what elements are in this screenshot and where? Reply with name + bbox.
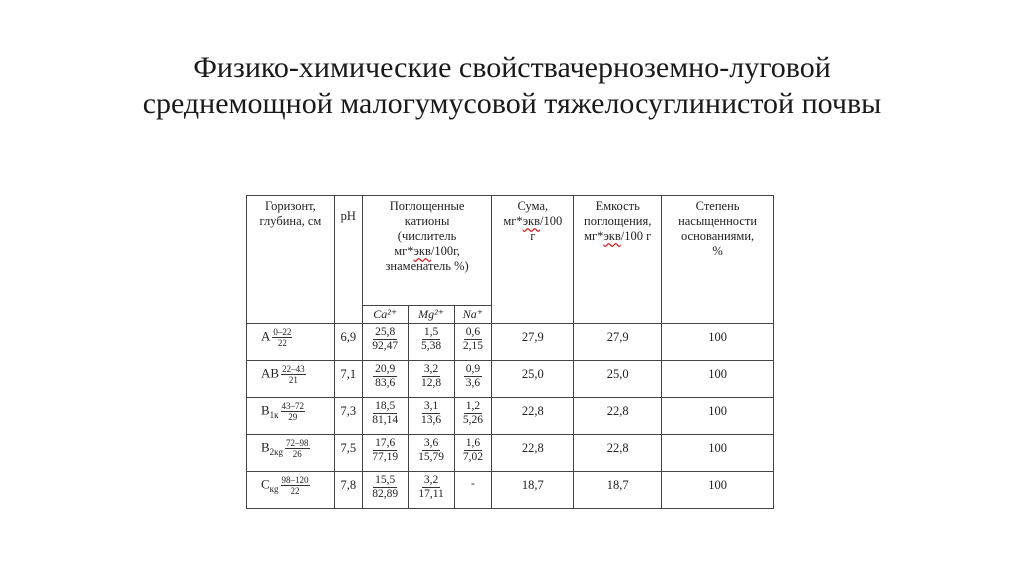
horizon-symbol: А bbox=[261, 328, 271, 344]
cell-na-numerator: 1,2 bbox=[465, 400, 481, 412]
cell-mg-denominator: 15,79 bbox=[418, 451, 445, 463]
cell-na bbox=[454, 324, 492, 361]
table-row bbox=[247, 472, 774, 509]
horizon-subscript: 1к bbox=[269, 410, 279, 421]
cell-mg-numerator: 3,2 bbox=[423, 363, 439, 375]
cell-ph: 6,9 bbox=[334, 324, 362, 361]
header-ph-label: pH bbox=[340, 209, 356, 223]
depth-range: 22–43 bbox=[282, 364, 305, 374]
table-body bbox=[247, 324, 774, 509]
header-saturation-line1: Степень bbox=[695, 199, 740, 213]
header-saturation bbox=[662, 196, 774, 324]
cell-ph: 7,8 bbox=[334, 472, 362, 509]
cell-ph: 7,1 bbox=[334, 361, 362, 398]
header-horizon-line1: Горизонт, bbox=[265, 199, 316, 213]
cell-ca-numerator: 17,6 bbox=[375, 437, 396, 449]
cell-ca-denominator: 92,47 bbox=[372, 340, 399, 352]
cell-ca bbox=[362, 398, 408, 435]
cell-na-numerator: 0,9 bbox=[465, 363, 481, 375]
cell-mg-numerator: 3,2 bbox=[423, 474, 439, 486]
header-cations-line4-c: /100г, bbox=[430, 244, 460, 258]
depth-range: 0–22 bbox=[273, 327, 292, 337]
cell-horizon bbox=[247, 435, 335, 472]
cell-mg bbox=[408, 324, 454, 361]
depth-fraction bbox=[272, 327, 292, 348]
header-sum-line2 bbox=[492, 214, 573, 229]
header-horizon-line2: глубина, см bbox=[259, 214, 322, 228]
cell-saturation: 100 bbox=[662, 324, 774, 361]
header-capacity-line3-b: экв bbox=[603, 229, 621, 243]
depth-thickness: 22 bbox=[290, 486, 300, 496]
header-ph bbox=[334, 196, 362, 324]
table-row bbox=[247, 398, 774, 435]
title-line-2: среднемощной малогумусовой тяжелосуглинистой почвы bbox=[142, 87, 882, 120]
properties-table-wrap bbox=[246, 195, 774, 509]
header-cations-line2: катионы bbox=[404, 214, 450, 228]
cell-horizon bbox=[247, 472, 335, 509]
table-row bbox=[247, 435, 774, 472]
cell-horizon bbox=[247, 361, 335, 398]
cell-na-denominator: 2,15 bbox=[462, 340, 484, 352]
cell-na-denominator: 7,02 bbox=[462, 451, 484, 463]
header-sum bbox=[492, 196, 574, 324]
cell-ph: 7,3 bbox=[334, 398, 362, 435]
cell-ca-numerator: 20,9 bbox=[375, 363, 396, 375]
cell-capacity: 25,0 bbox=[574, 361, 662, 398]
cell-ca-denominator: 81,14 bbox=[372, 414, 399, 426]
header-capacity-line3-c: /100 г bbox=[620, 229, 652, 243]
cell-horizon bbox=[247, 324, 335, 361]
cell-ca-numerator: 18,5 bbox=[375, 400, 396, 412]
cell-sum: 22,8 bbox=[492, 398, 574, 435]
cell-mg-denominator: 12,8 bbox=[421, 377, 442, 389]
header-horizon bbox=[247, 196, 335, 324]
cell-saturation: 100 bbox=[662, 472, 774, 509]
cell-ca-numerator: 25,8 bbox=[375, 326, 396, 338]
cell-mg bbox=[408, 361, 454, 398]
properties-table bbox=[246, 195, 774, 509]
cell-saturation: 100 bbox=[662, 435, 774, 472]
depth-fraction bbox=[281, 364, 306, 385]
cell-sum: 25,0 bbox=[492, 361, 574, 398]
cell-sum: 27,9 bbox=[492, 324, 574, 361]
horizon-symbol: В bbox=[261, 402, 270, 418]
depth-range: 72–98 bbox=[286, 438, 309, 448]
horizon-symbol: С bbox=[261, 476, 270, 492]
cell-na-denominator: 3,6 bbox=[465, 377, 481, 389]
header-capacity-line3 bbox=[574, 229, 661, 244]
header-cations bbox=[362, 196, 492, 306]
table-row bbox=[247, 361, 774, 398]
cell-saturation: 100 bbox=[662, 361, 774, 398]
cell-na bbox=[454, 472, 492, 509]
cell-mg-numerator: 3,6 bbox=[423, 437, 439, 449]
cell-ca-denominator: 82,89 bbox=[372, 488, 399, 500]
depth-thickness: 26 bbox=[292, 449, 302, 459]
horizon-symbol: В bbox=[261, 439, 270, 455]
depth-thickness: 29 bbox=[288, 412, 298, 422]
cell-ca-numerator: 15,5 bbox=[375, 474, 396, 486]
cell-ca-denominator: 77,19 bbox=[372, 451, 399, 463]
header-sum-line3: г bbox=[530, 229, 536, 243]
cell-mg-denominator: 13,6 bbox=[421, 414, 442, 426]
header-cations-line3: (числитель bbox=[397, 229, 457, 243]
depth-thickness: 22 bbox=[277, 338, 287, 348]
header-capacity bbox=[574, 196, 662, 324]
cell-na-value: - bbox=[471, 478, 475, 490]
header-cations-line4-a: мг* bbox=[394, 244, 414, 258]
cell-ca bbox=[362, 324, 408, 361]
header-cations-line5: знаменатель %) bbox=[385, 259, 469, 273]
header-capacity-line1: Емкость bbox=[595, 199, 640, 213]
slide-title bbox=[60, 50, 964, 122]
header-sum-line2-a: мг* bbox=[503, 214, 523, 228]
depth-range: 43–72 bbox=[281, 401, 305, 411]
header-capacity-line2: поглощения, bbox=[584, 214, 652, 228]
header-saturation-line3: основаниями, bbox=[680, 229, 755, 243]
cell-mg-numerator: 3,1 bbox=[423, 400, 439, 412]
header-ca: Ca²⁺ bbox=[362, 306, 408, 324]
cell-na-numerator: 0,6 bbox=[465, 326, 481, 338]
header-mg: Mg²⁺ bbox=[408, 306, 454, 324]
header-saturation-line4: % bbox=[712, 244, 723, 258]
cell-capacity: 22,8 bbox=[574, 398, 662, 435]
cell-na bbox=[454, 361, 492, 398]
header-saturation-line2: насыщенности bbox=[678, 214, 758, 228]
depth-fraction bbox=[281, 475, 310, 496]
header-sum-line2-c: /100 bbox=[540, 214, 563, 228]
table-row bbox=[247, 324, 774, 361]
title-line-1: Физико-химические свойствачерноземно-луговой bbox=[193, 51, 831, 84]
header-sum-line1: Сума, bbox=[517, 199, 549, 213]
cell-na bbox=[454, 398, 492, 435]
cell-ph: 7,5 bbox=[334, 435, 362, 472]
cell-horizon bbox=[247, 398, 335, 435]
cell-mg bbox=[408, 472, 454, 509]
cell-mg-denominator: 17,11 bbox=[418, 488, 444, 500]
depth-thickness: 21 bbox=[288, 375, 298, 385]
horizon-subscript: кg bbox=[269, 484, 279, 495]
cell-mg bbox=[408, 435, 454, 472]
depth-fraction bbox=[281, 401, 306, 422]
horizon-symbol: АВ bbox=[261, 365, 280, 381]
cell-ca bbox=[362, 472, 408, 509]
cell-saturation: 100 bbox=[662, 398, 774, 435]
cell-sum: 18,7 bbox=[492, 472, 574, 509]
header-cations-line1: Поглощенные bbox=[389, 199, 465, 213]
header-na: Na⁺ bbox=[454, 306, 492, 324]
cell-ca bbox=[362, 435, 408, 472]
header-cations-line4-b: экв bbox=[413, 244, 431, 258]
depth-fraction bbox=[285, 438, 310, 459]
cell-mg-numerator: 1,5 bbox=[423, 326, 439, 338]
horizon-subscript: 2кg bbox=[269, 447, 284, 458]
cell-sum: 22,8 bbox=[492, 435, 574, 472]
cell-capacity: 27,9 bbox=[574, 324, 662, 361]
cell-mg bbox=[408, 398, 454, 435]
header-capacity-line3-a: мг* bbox=[584, 229, 604, 243]
cell-ca bbox=[362, 361, 408, 398]
header-sum-line2-b: экв bbox=[522, 214, 541, 228]
cell-ca-denominator: 83,6 bbox=[375, 377, 396, 389]
cell-na-numerator: 1,6 bbox=[465, 437, 481, 449]
depth-range: 98–120 bbox=[281, 475, 309, 485]
header-cations-line4 bbox=[363, 244, 492, 259]
cell-capacity: 18,7 bbox=[574, 472, 662, 509]
cell-capacity: 22,8 bbox=[574, 435, 662, 472]
cell-na bbox=[454, 435, 492, 472]
cell-na-denominator: 5,26 bbox=[462, 414, 484, 426]
cell-mg-denominator: 5,38 bbox=[421, 340, 442, 352]
